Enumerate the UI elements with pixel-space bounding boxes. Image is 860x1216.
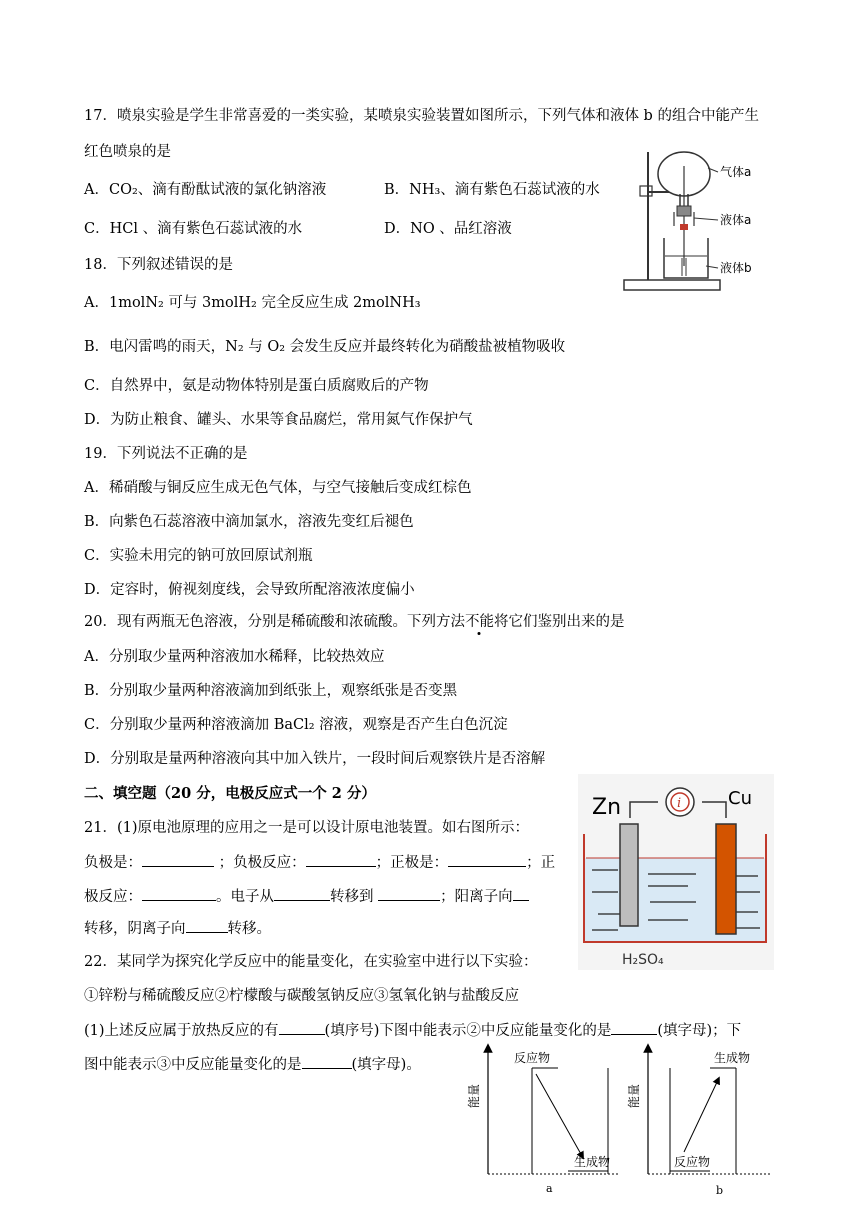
energy-diagram-a — [462, 1046, 622, 1196]
q22-rxn2-label: (填序号)下图中能表示②中反应能量变化的是 — [324, 1023, 612, 1039]
blank-positive-electrode[interactable] — [448, 852, 526, 867]
zn-electrode — [620, 824, 638, 926]
q22-stem-line2: ①锌粉与稀硫酸反应②柠檬酸与碳酸氢钠反应③氢氧化钠与盐酸反应 — [84, 988, 519, 1004]
section-heading: 二、填空题（20 分，电极反应式一个 2 分） — [84, 785, 376, 802]
q19-option-b: B．向紫色石蕊溶液中滴加氯水，溶液先变红后褪色 — [84, 514, 414, 530]
q19-option-c: C．实验未用完的钠可放回原试剂瓶 — [84, 548, 313, 564]
cu-electrode — [716, 824, 736, 934]
meter-label: i — [677, 796, 682, 811]
q21-line2 — [84, 852, 555, 873]
q17-stem-line1: 17．喷泉实验是学生非常喜爱的一类实验，某喷泉实验装置如图所示，下列气体和液体 b 的组合中能产生 — [84, 108, 759, 124]
q21-pos-label: ；正极是： — [375, 855, 449, 871]
q21-neg-label: 负极是： — [84, 855, 142, 871]
diagram-a-top-label: 反应物 — [514, 1051, 551, 1065]
label-liquid-b: 液体b — [720, 261, 752, 275]
diagram-b-top-label: 生成物 — [714, 1051, 751, 1065]
q20-stem-emphasis: 不能 — [464, 614, 494, 630]
q17-option-a: A．CO₂、滴有酚酞试液的氯化钠溶液 — [84, 182, 327, 198]
blank-electron-to[interactable] — [378, 886, 440, 901]
blank-cation-to[interactable] — [513, 886, 529, 901]
blank-reaction2[interactable] — [611, 1020, 657, 1035]
q18-option-b: B．电闪雷鸣的雨天，N₂ 与 O₂ 会发生反应并最终转化为硝酸盐被植物吸收 — [84, 339, 566, 355]
q21-cation: ；阳离子向 — [440, 889, 513, 905]
q21-pos-rxn-label: 极反应： — [84, 889, 142, 905]
q21-line3 — [84, 886, 529, 907]
q22-exo-label: (1)上述反应属于放热反应的有 — [84, 1023, 279, 1039]
blank-anion-to[interactable] — [186, 918, 228, 933]
q21-stem-line1: 21．(1)原电池原理的应用之一是可以设计原电池装置。如右图所示： — [84, 820, 529, 836]
q22-stem-line1: 22．某同学为探究化学反应中的能量变化，在实验室中进行以下实验： — [84, 954, 538, 970]
q19-option-a: A．稀硝酸与铜反应生成无色气体，与空气接触后变成红棕色 — [84, 480, 472, 496]
q22-rxn3-label: 图中能表示③中反应能量变化的是 — [84, 1057, 302, 1073]
q21-neg-rxn-label: ；负极反应： — [218, 855, 306, 871]
q17-option-c: C．HCl 、滴有紫色石蕊试液的水 — [84, 221, 303, 237]
blank-exothermic[interactable] — [279, 1020, 325, 1035]
energy-axis-label-a: 能量 — [467, 1083, 481, 1108]
q19-stem: 19．下列说法不正确的是 — [84, 446, 248, 462]
q18-option-c: C．自然界中，氨是动物体特别是蛋白质腐败后的产物 — [84, 378, 429, 394]
blank-positive-reaction[interactable] — [142, 886, 216, 901]
cu-label: Cu — [728, 788, 752, 809]
q20-option-a: A．分别取少量两种溶液加水稀释，比较热效应 — [84, 649, 385, 665]
energy-axis-label-b: 能量 — [627, 1083, 641, 1108]
q21-zheng: ；正 — [526, 855, 556, 871]
q17-option-d: D．NO 、品红溶液 — [384, 221, 512, 237]
diagram-a-bottom-label: 生成物 — [574, 1155, 611, 1169]
q18-option-a: A．1molN₂ 可与 3molH₂ 完全反应生成 2molNH₃ — [84, 295, 421, 311]
label-liquid-a: 液体a — [720, 213, 752, 227]
q22-line4 — [84, 1054, 421, 1075]
q20-stem — [84, 612, 624, 632]
q20-option-d: D．分别取是量两种溶液向其中加入铁片，一段时间后观察铁片是否溶解 — [84, 751, 546, 767]
q18-stem: 18．下列叙述错误的是 — [84, 257, 233, 273]
q20-stem-post: 将它们鉴别出来的是 — [493, 614, 625, 630]
label-gas-a: 气体a — [720, 165, 752, 179]
q22-end: (填字母)。 — [351, 1057, 421, 1073]
q18-option-d: D．为防止粮食、罐头、水果等食品腐烂，常用氮气作保护气 — [84, 412, 473, 428]
q17-stem-line2: 红色喷泉的是 — [84, 144, 171, 160]
diagram-b-letter: b — [716, 1184, 724, 1197]
q21-line4 — [84, 918, 271, 939]
blank-reaction3[interactable] — [302, 1054, 352, 1069]
diagram-a-letter: a — [546, 1182, 553, 1195]
q20-option-b: B．分别取少量两种溶液滴加到纸张上，观察纸张是否变黑 — [84, 683, 458, 699]
q19-option-d: D．定容时，俯视刻度线，会导致所配溶液浓度偏小 — [84, 582, 415, 598]
q21-electron-to: 转移到 — [330, 889, 374, 905]
q21-end: 转移。 — [227, 921, 271, 937]
zn-label: Zn — [592, 795, 622, 820]
q21-anion-label: 转移，阴离子向 — [84, 921, 186, 937]
q22-fill-letter: (填字母)；下 — [657, 1023, 742, 1039]
q20-option-c: C．分别取少量两种溶液滴加 BaCl₂ 溶液，观察是否产生白色沉淀 — [84, 717, 508, 733]
electrolyte-label: H₂SO₄ — [622, 952, 664, 968]
q20-stem-pre: 20．现有两瓶无色溶液，分别是稀硫酸和浓硫酸。下列方法 — [84, 614, 465, 630]
fountain-apparatus-figure — [620, 146, 780, 296]
blank-negative-electrode[interactable] — [142, 852, 214, 867]
blank-negative-reaction[interactable] — [306, 852, 376, 867]
diagram-b-bottom-label: 反应物 — [674, 1155, 711, 1169]
blank-electron-from[interactable] — [274, 886, 330, 901]
q22-line3 — [84, 1020, 741, 1041]
q17-option-b: B．NH₃、滴有紫色石蕊试液的水 — [384, 182, 600, 198]
q21-electron-from: 。电子从 — [216, 889, 274, 905]
galvanic-cell-figure — [578, 774, 774, 970]
energy-diagram-b — [626, 1046, 776, 1196]
